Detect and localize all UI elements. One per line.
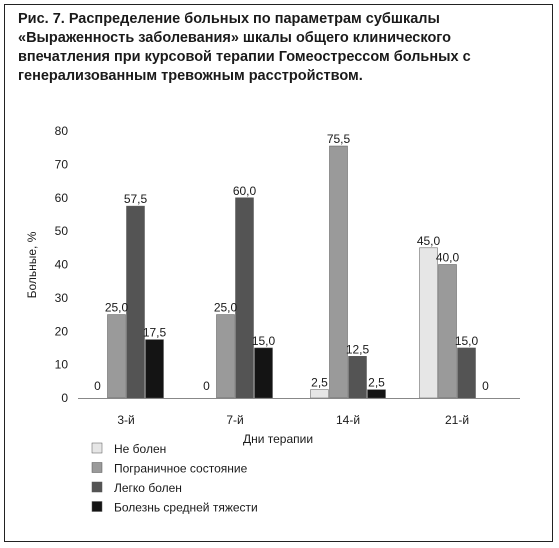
y-tick-label-3: 30 xyxy=(54,290,68,305)
bar-label-1-3: 15,0 xyxy=(251,333,276,348)
bar-3-2 xyxy=(458,348,476,398)
bar-label-3-2: 15,0 xyxy=(454,333,479,348)
y-tick-label-5: 50 xyxy=(54,224,68,239)
bar-label-3-3: 0 xyxy=(482,379,489,393)
y-tick-label-0: 0 xyxy=(61,391,68,405)
x-tick-label-3: 21-й xyxy=(444,413,470,427)
bar-label-2-1: 75,5 xyxy=(326,132,351,147)
x-tick-label-1: 7-й xyxy=(226,413,244,427)
bar-2-2 xyxy=(349,356,367,398)
bar-label-1-1: 25,0 xyxy=(213,300,238,315)
bar-label-1-0: 0 xyxy=(203,379,210,393)
y-tick-label-8: 80 xyxy=(54,124,68,138)
bar-label-1-2: 60,0 xyxy=(232,183,257,198)
legend-label-0: Не болен xyxy=(114,442,167,456)
bar-label-3-0: 45,0 xyxy=(416,233,441,248)
bar-label-0-2: 57,5 xyxy=(123,192,148,207)
legend-label-3: Болезнь средней тяжести xyxy=(114,500,258,515)
figure-caption: Рис. 7. Распределение больных по параметрам субшкалы «Выраженность заболевания» шкалы общего клинического впечатления при курсовой терапии Гомеострессом больных с генерализованным тревожным расстройством. xyxy=(18,11,471,84)
legend xyxy=(92,442,258,515)
legend-label-1: Пограничное состояние xyxy=(114,461,248,476)
bars xyxy=(108,146,476,398)
bar-label-3-1: 40,0 xyxy=(435,250,460,265)
bar-2-1 xyxy=(330,146,348,398)
bar-3-1 xyxy=(439,265,457,399)
bar-0-2 xyxy=(127,206,145,398)
x-axis-label: Дни терапии xyxy=(242,432,314,446)
x-axis xyxy=(78,399,520,428)
bar-label-2-3: 2,5 xyxy=(368,375,385,390)
y-axis-label: Больные, % xyxy=(25,231,39,299)
bar-2-0 xyxy=(311,390,329,398)
bar-label-2-2: 12,5 xyxy=(345,342,370,357)
bar-label-2-0: 2,5 xyxy=(311,375,328,390)
x-tick-label-0: 3-й xyxy=(117,413,135,427)
bar-label-0-3: 17,5 xyxy=(142,325,167,340)
bar-0-3 xyxy=(146,340,164,398)
bar-1-2 xyxy=(236,198,254,398)
bar-2-3 xyxy=(368,390,386,398)
y-tick-label-1: 10 xyxy=(54,357,68,372)
legend-swatch-0 xyxy=(92,443,102,453)
y-axis xyxy=(55,124,69,405)
bar-label-0-0: 0 xyxy=(94,379,101,393)
legend-label-2: Легко болен xyxy=(114,481,182,495)
bar-0-1 xyxy=(108,315,126,398)
y-tick-label-4: 40 xyxy=(54,257,68,272)
y-tick-label-2: 20 xyxy=(54,324,68,339)
legend-swatch-1 xyxy=(92,463,102,473)
bar-label-0-1: 25,0 xyxy=(104,300,129,315)
legend-swatch-3 xyxy=(92,502,102,512)
bar-1-3 xyxy=(255,348,273,398)
legend-swatch-2 xyxy=(92,482,102,492)
bar-3-0 xyxy=(420,248,438,398)
y-tick-label-7: 70 xyxy=(54,157,68,172)
x-tick-label-2: 14-й xyxy=(335,413,361,427)
y-tick-label-6: 60 xyxy=(54,190,68,205)
bar-1-1 xyxy=(217,315,235,398)
